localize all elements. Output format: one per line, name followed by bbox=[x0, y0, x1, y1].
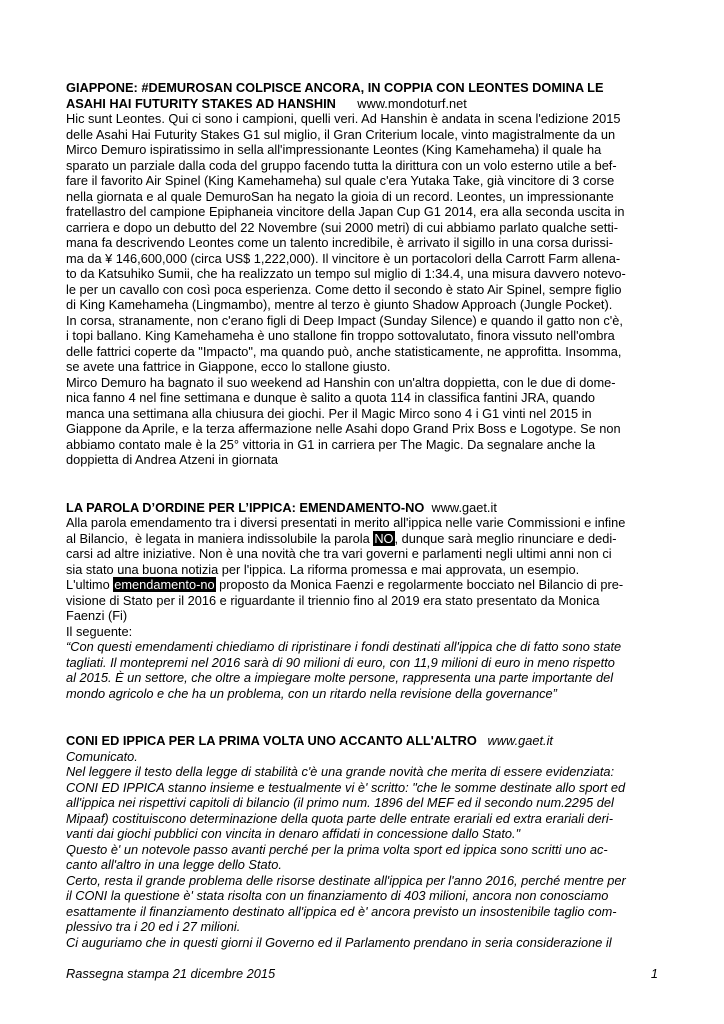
article-text-line bbox=[66, 764, 662, 780]
text-segment: plessivo tra i 20 ed i 27 milioni. bbox=[66, 919, 241, 934]
text-segment: al Bilancio, è legata in maniera indissolubile la parola bbox=[66, 530, 374, 546]
text-segment: abbiamo contato male è la 25° vittoria in G1 in carriera per The Magic. Da segnalare anche la bbox=[66, 436, 596, 452]
text-segment bbox=[477, 733, 488, 748]
text-segment: sia stato una buona notizia per l'ippica. La riforma promessa e mai approvata, un esempio. bbox=[66, 561, 580, 577]
text-segment: ASAHI HAI FUTURITY STAKES AD HANSHIN bbox=[66, 95, 336, 111]
text-segment: il CONI la questione è' stata risolta con un finanziamento di 403 milioni, ancora non conosciamo bbox=[66, 888, 609, 903]
article-text-line bbox=[66, 624, 662, 640]
text-segment: GIAPPONE: #DEMUROSAN COLPISCE ANCORA, IN COPPIA CON LEONTES DOMINA LE bbox=[66, 80, 604, 95]
text-segment: delle fattrici coperte da "Impacto", ma quando può, anche statisticamente, ne approfitta. Insomma, bbox=[66, 343, 622, 359]
article-text-line bbox=[66, 842, 662, 858]
article-text-line bbox=[66, 562, 662, 578]
text-segment: fare il favorito Air Spinel (King Kamehameha) sul quale c'era Yutaka Take, già vincitore di 3 corse bbox=[66, 173, 615, 188]
article-text-line bbox=[66, 142, 662, 158]
article-text-line bbox=[66, 344, 662, 360]
article-title-line bbox=[66, 500, 662, 516]
article-paragraph bbox=[66, 515, 662, 639]
article-giappone-demurosan bbox=[66, 80, 662, 468]
article-title-line bbox=[66, 80, 662, 96]
article-text-line bbox=[66, 608, 662, 624]
source-url: www.gaet.it bbox=[431, 499, 497, 515]
article-text-line bbox=[66, 189, 662, 205]
article-text-line bbox=[66, 873, 662, 889]
articles bbox=[66, 80, 662, 950]
article-text-line bbox=[66, 935, 662, 951]
article-text-line bbox=[66, 780, 662, 796]
text-segment: Comunicato. bbox=[66, 748, 138, 764]
article-text-line bbox=[66, 593, 662, 609]
source-url: www.mondoturf.net bbox=[357, 95, 467, 111]
text-segment: Hic sunt Leontes. Qui ci sono i campioni, quelli veri. Ad Hanshin è andata in scena l'edizione 2015 bbox=[66, 111, 621, 126]
article-text-line bbox=[66, 577, 662, 593]
article-text-line bbox=[66, 857, 662, 873]
article-text-line bbox=[66, 904, 662, 920]
text-segment: carriera e dopo un debutto del 22 Novembre (sui 2000 metri) di cui abbiamo parlato qualche setti- bbox=[66, 219, 618, 235]
footer-label: Rassegna stampa 21 dicembre 2015 bbox=[66, 966, 276, 981]
text-segment: vanti dai giochi pubblici con vincita in denaro affidati in concessione dallo Stato." bbox=[66, 826, 521, 841]
text-segment: “Con questi emendamenti chiediamo di ripristinare i fondi destinati all'ippica che di fatto sono state bbox=[66, 639, 622, 654]
text-segment: esattamente il finanziamento destinato all'ippica ed è' ancora previsto un insostenibile taglio com- bbox=[66, 903, 617, 919]
text-segment: canto all'altro in una legge dello Stato. bbox=[66, 857, 282, 872]
source-url: www.gaet.it bbox=[487, 733, 553, 748]
article-emendamento-no bbox=[66, 500, 662, 702]
text-segment: In corsa, stranamente, non c'erano figli di Deep Impact (Sunday Silence) e quando il gatto non c'è, bbox=[66, 312, 623, 328]
text-segment: Alla parola emendamento tra i diversi presentati in merito all'ippica nelle varie Commissioni e infine bbox=[66, 515, 626, 530]
article-text-line bbox=[66, 888, 662, 904]
article-paragraph bbox=[66, 639, 662, 701]
footer-page-number: 1 bbox=[650, 966, 658, 981]
article-text-line bbox=[66, 251, 662, 267]
article-paragraph bbox=[66, 111, 662, 468]
article-text-line bbox=[66, 452, 662, 468]
text-segment: mana fa descrivendo Leontes come un talento incredibile, è arrivato il sigillo in una corsa durissi- bbox=[66, 235, 613, 250]
text-segment: al 2015. È un settore, che oltre a impiegare molte persone, rappresenta una parte importante del bbox=[66, 670, 614, 685]
article-text-line bbox=[66, 313, 662, 329]
text-segment: fratellastro del campione Epiphaneia vincitore della Japan Cup G1 2014, era alla seconda uscita in bbox=[66, 204, 625, 219]
text-segment: proposto da Monica Faenzi e regolarmente bocciato nel Bilancio di pre- bbox=[215, 577, 624, 592]
text-segment: Il seguente: bbox=[66, 623, 133, 639]
article-text-line bbox=[66, 282, 662, 298]
article-text-line bbox=[66, 375, 662, 391]
text-segment: sparato un parziale dalla coda del gruppo facendo tutta la dirittura con un volo esterno utile a bef- bbox=[66, 157, 617, 173]
article-text-line bbox=[66, 515, 662, 531]
article-text-line bbox=[66, 297, 662, 313]
article-text-line bbox=[66, 546, 662, 562]
text-segment bbox=[336, 96, 357, 111]
article-text-line bbox=[66, 795, 662, 811]
text-segment: carsi ad altre iniziative. Non è una novità che tra vari governi e parlamenti negli ultimi anni non ci bbox=[66, 546, 612, 561]
article-text-line bbox=[66, 111, 662, 127]
text-segment: se avete una fattrice in Giappone, ecco lo stallone giusto. bbox=[66, 359, 391, 374]
text-segment: CONI ED IPPICA PER LA PRIMA VOLTA UNO ACCANTO ALL'ALTRO bbox=[66, 733, 477, 748]
article-text-line bbox=[66, 127, 662, 143]
text-segment: Nel leggere il testo della legge di stabilità c'è una grande novità che merita di essere evidenziata: bbox=[66, 764, 615, 779]
text-segment: L'ultimo bbox=[66, 577, 114, 592]
text-segment: all'ippica nei rispettivi capitoli di bilancio (il primo num. 1896 del MEF ed il secondo num.2295 del bbox=[66, 795, 614, 810]
article-text-line bbox=[66, 173, 662, 189]
text-segment: to da Katsuhiko Sumii, che ha realizzato un tempo sul miglio di 1:34.4, una misura davvero notevo- bbox=[66, 266, 626, 281]
text-segment: Questo è' un notevole passo avanti perché per la prima volta sport ed ippica sono scritti uno ac- bbox=[66, 841, 608, 857]
text-segment: Mirco Demuro ha bagnato il suo weekend ad Hanshin con un'altra doppietta, con le due di dome- bbox=[66, 374, 616, 390]
page-footer bbox=[66, 966, 658, 982]
text-segment: le per un cavallo con così poca esperienza. Come detto il secondo è stato Air Spinel, sempre figlio bbox=[66, 281, 622, 297]
article-text-line bbox=[66, 328, 662, 344]
article-text-line bbox=[66, 158, 662, 174]
article-paragraph bbox=[66, 749, 662, 951]
article-text-line bbox=[66, 639, 662, 655]
article-text-line bbox=[66, 437, 662, 453]
article-title-line bbox=[66, 96, 662, 112]
text-segment: tagliati. Il montepremi nel 2016 sarà di 90 milioni di euro, con 11,9 milioni di euro in meno rispetto bbox=[66, 654, 615, 670]
article-text-line bbox=[66, 220, 662, 236]
text-segment: visione di Stato per il 2016 e riguardante il triennio fino al 2019 era stato presentato da Monica bbox=[66, 592, 600, 608]
article-text-line bbox=[66, 266, 662, 282]
article-text-line bbox=[66, 235, 662, 251]
text-segment: i topi ballano. King Kamehameha è uno stallone fin troppo sottovalutato, finora vissuto nell'ombra bbox=[66, 328, 615, 343]
text-segment: manca una settimana alla chiusura dei giochi. Per il Magic Mirco sono 4 i G1 vinti nel 2015 in bbox=[66, 405, 592, 421]
article-text-line bbox=[66, 406, 662, 422]
text-segment: Ci auguriamo che in questi giorni il Governo ed il Parlamento prendano in seria considerazione il bbox=[66, 934, 612, 950]
article-text-line bbox=[66, 421, 662, 437]
highlighted-term: emendamento-no bbox=[114, 577, 215, 592]
text-segment: Faenzi (Fi) bbox=[66, 608, 128, 623]
article-text-line bbox=[66, 359, 662, 375]
article-text-line bbox=[66, 919, 662, 935]
text-segment: delle Asahi Hai Futurity Stakes G1 sul miglio, il Gran Criterium locale, vinto magistralmente da un bbox=[66, 126, 616, 142]
text-segment: Giappone da Aprile, e la terza affermazione nelle Asahi dopo Grand Prix Boss e Logotype. Se non bbox=[66, 421, 621, 436]
article-text-line bbox=[66, 655, 662, 671]
article-text-line bbox=[66, 826, 662, 842]
text-segment: CONI ED IPPICA stanno insieme e testualmente vi è' scritto: "che le somme destinate allo sport ed bbox=[66, 779, 626, 795]
article-coni-ed-ippica bbox=[66, 733, 662, 950]
text-segment: nica fanno 4 nel fine settimana e dunque è salito a quota 114 in classifica fantini JRA, quando bbox=[66, 390, 596, 405]
text-segment: mondo agricolo e che ha un problema, con un ritardo nella revisione della governance” bbox=[66, 685, 557, 701]
highlighted-term: NO bbox=[374, 530, 394, 546]
text-segment: doppietta di Andrea Atzeni in giornata bbox=[66, 452, 279, 467]
article-text-line bbox=[66, 686, 662, 702]
text-segment: ma da ¥ 146,600,000 (circa US$ 1,222,000). Il vincitore è un portacolori della Carrott Farm allena- bbox=[66, 250, 621, 266]
text-segment: Mirco Demuro ispiratissimo in sella all'impressionante Leontes (King Kamehameha) il quale ha bbox=[66, 142, 602, 157]
article-text-line bbox=[66, 204, 662, 220]
text-segment: LA PAROLA D’ORDINE PER L’IPPICA: EMENDAMENTO-NO bbox=[66, 499, 425, 515]
article-text-line bbox=[66, 811, 662, 827]
article-text-line bbox=[66, 670, 662, 686]
article-text-line bbox=[66, 749, 662, 765]
text-segment: nella giornata e al quale DemuroSan ha negato la gioia di un record. Leontes, un impressionante bbox=[66, 188, 614, 204]
text-segment: Certo, resta il grande problema delle risorse destinate all'ippica per l'anno 2016, perché mentre per bbox=[66, 872, 626, 888]
article-text-line bbox=[66, 531, 662, 547]
article-text-line bbox=[66, 390, 662, 406]
text-segment: Mipaaf) costituiscono determinazione della quota parte delle entrate erariali ed extra erariali deri- bbox=[66, 810, 614, 826]
text-segment: , dunque sarà meglio rinunciare e dedi- bbox=[394, 530, 617, 546]
text-segment: di King Kamehameha (Lingmambo), mentre al terzo è giunto Shadow Approach (Jungle Pocket). bbox=[66, 297, 613, 312]
article-title-line bbox=[66, 733, 662, 749]
